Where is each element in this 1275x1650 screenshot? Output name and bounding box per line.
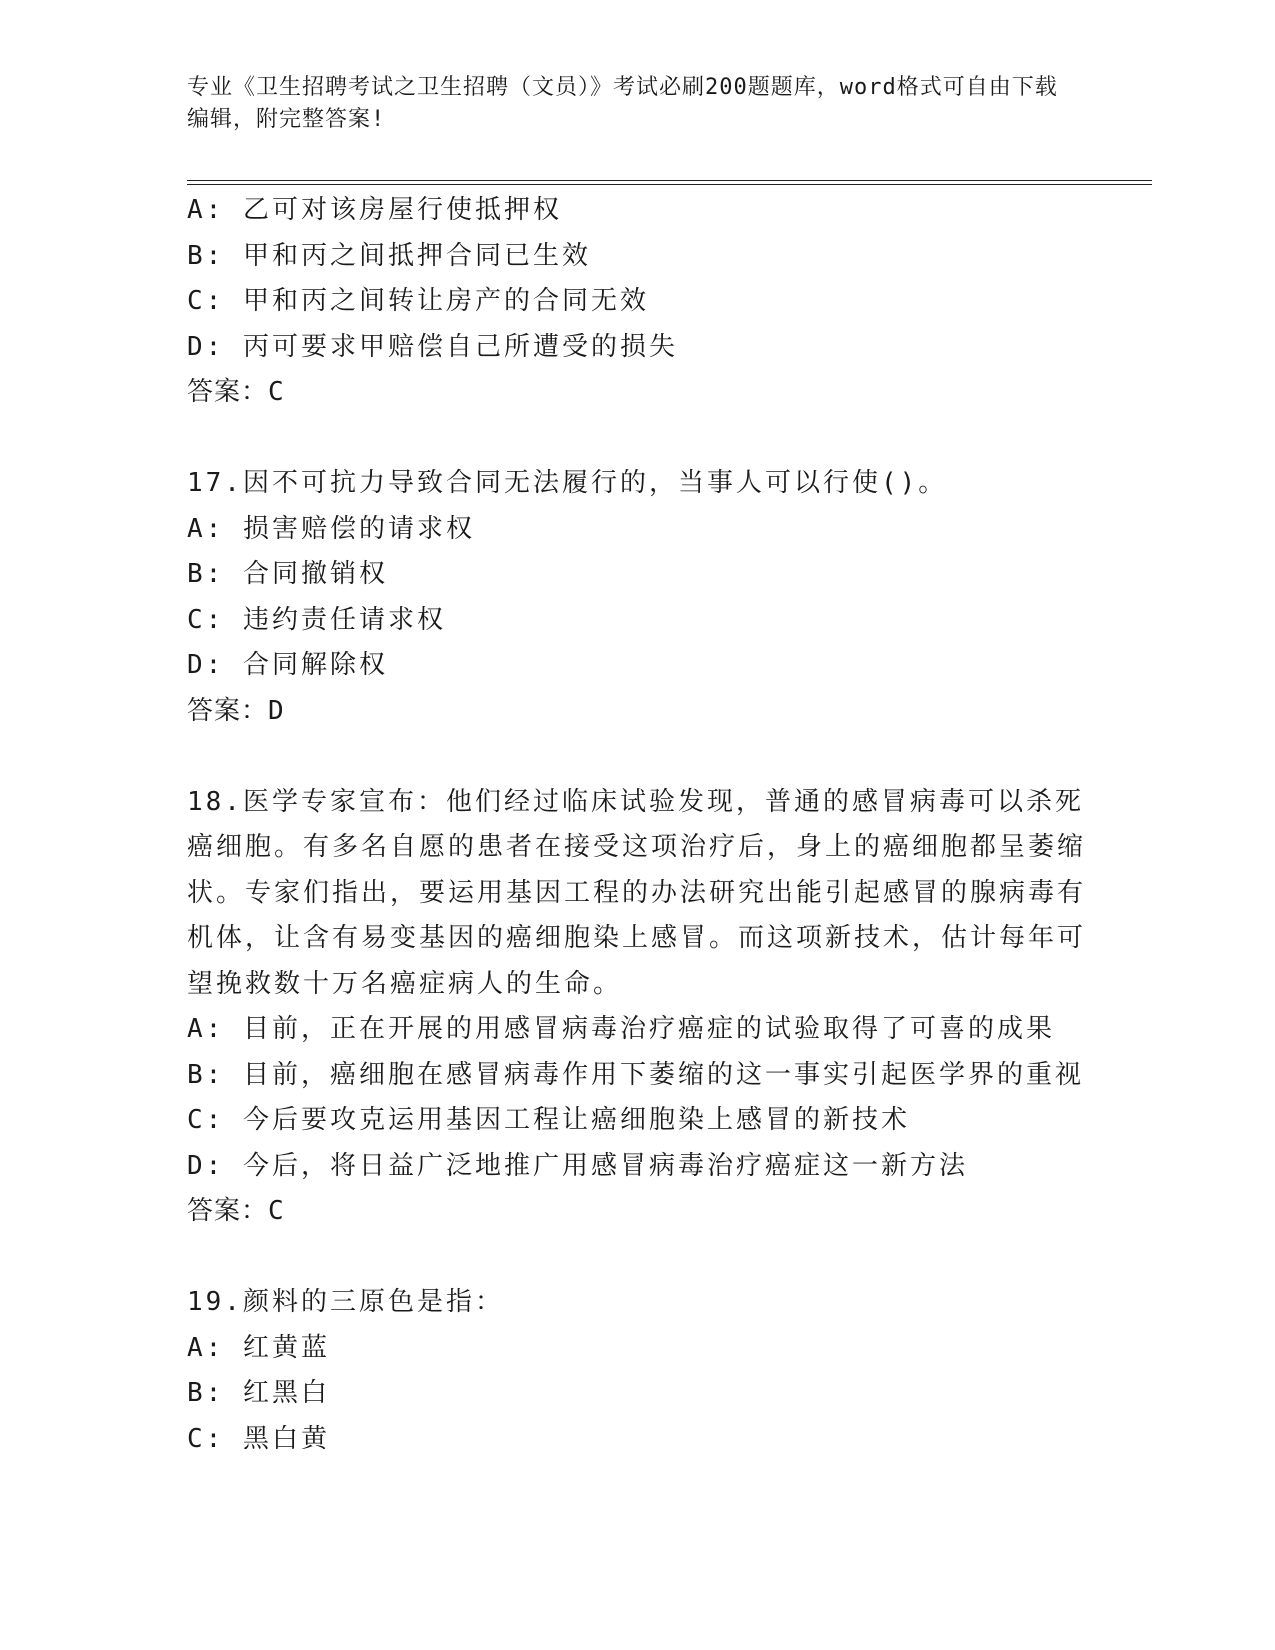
document-header: 专业《卫生招聘考试之卫生招聘（文员）》考试必刷200题题库，word格式可自由下载编辑，附完整答案! [187,75,1058,132]
q16-option-d: D: 丙可要求甲赔偿自己所遭受的损失 [187,331,678,362]
header-rule-bottom [187,184,1152,185]
q18-option-b: B: 目前，癌细胞在感冒病毒作用下萎缩的这一事实引起医学界的重视 [187,1059,1084,1090]
question-18 [187,780,1107,1235]
q16-option-a: A: 乙可对该房屋行使抵押权 [187,195,562,225]
q16-option-c: C: 甲和丙之间转让房产的合同无效 [187,286,649,316]
q17-question: 17.因不可抗力导致合同无法履行的，当事人可以行使()。 [187,468,948,498]
spacer [187,1235,1107,1281]
q19-option-a: A: 红黄蓝 [187,1332,330,1363]
q19-option-c: C: 黑白黄 [187,1423,330,1454]
q18-option-c: C: 今后要攻克运用基因工程让癌细胞染上感冒的新技术 [187,1105,910,1135]
q17-option-c: C: 违约责任请求权 [187,604,446,635]
q18-option-a: A: 目前，正在开展的用感冒病毒治疗癌症的试验取得了可喜的成果 [187,1014,1055,1044]
q19-option-b: B: 红黑白 [187,1378,330,1408]
q16-answer: 答案：C [187,377,285,407]
q19-question: 19.颜料的三原色是指： [187,1287,504,1317]
q17-answer: 答案：D [187,695,285,726]
question-19 [187,1280,1107,1462]
q18-question: 18.医学专家宣布：他们经过临床试验发现，普通的感冒病毒可以杀死癌细胞。有多名自愿的患者在接受这项治疗后，身上的癌细胞都呈萎缩状。专家们指出，要运用基因工程的办法研究出能引起感冒的腺病毒有机体，让含有易变基因的癌细胞染上感冒。而这项新技术，估计每年可望挽救数十万名癌症病人的生命。 [187,786,1087,999]
spacer [187,416,1107,462]
q17-option-d: D: 合同解除权 [187,650,388,680]
q17-option-b: B: 合同撤销权 [187,559,388,589]
q17-option-a: A: 损害赔偿的请求权 [187,513,475,544]
document-body [187,188,1107,1462]
q16-option-b: B: 甲和丙之间抵押合同已生效 [187,240,591,271]
q18-answer: 答案：C [187,1196,285,1226]
question-16 [187,188,1107,416]
q18-option-d: D: 今后，将日益广泛地推广用感冒病毒治疗癌症这一新方法 [187,1150,968,1181]
header-rule-top [187,180,1152,181]
question-17 [187,461,1107,734]
spacer [187,734,1107,780]
